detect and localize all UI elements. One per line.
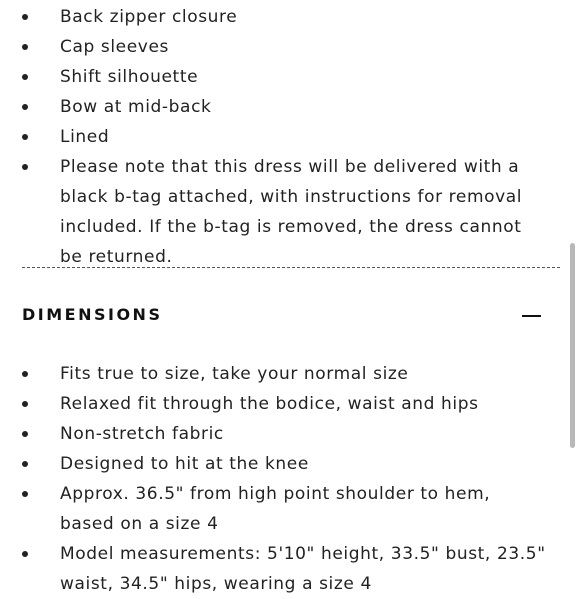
list-item bbox=[0, 152, 560, 272]
list-item bbox=[0, 539, 560, 599]
bullet-icon bbox=[22, 74, 28, 80]
list-item bbox=[0, 449, 560, 479]
list-item bbox=[0, 2, 560, 32]
list-item bbox=[0, 92, 560, 122]
list-item bbox=[0, 359, 560, 389]
list-item-text: Shift silhouette bbox=[60, 67, 199, 87]
details-list bbox=[0, 2, 560, 272]
list-item-text: Bow at mid-back bbox=[60, 97, 212, 117]
list-item-text: Designed to hit at the knee bbox=[60, 454, 309, 474]
list-item-text: Approx. 36.5" from high point shoulder to hem, based on a size 4 bbox=[60, 484, 491, 534]
list-item bbox=[0, 389, 560, 419]
bullet-icon bbox=[22, 14, 28, 20]
list-item-text: Cap sleeves bbox=[60, 37, 169, 57]
list-item bbox=[0, 62, 560, 92]
bullet-icon bbox=[22, 134, 28, 140]
bullet-icon bbox=[22, 44, 28, 50]
section-divider bbox=[22, 267, 560, 268]
list-item-text: Non-stretch fabric bbox=[60, 424, 224, 444]
bullet-icon bbox=[22, 164, 28, 170]
dimensions-accordion-header[interactable] bbox=[22, 300, 542, 330]
bullet-icon bbox=[22, 491, 28, 497]
bullet-icon bbox=[22, 551, 28, 557]
list-item bbox=[0, 479, 560, 539]
scrollbar-thumb[interactable] bbox=[570, 243, 575, 448]
list-item-text: Relaxed fit through the bodice, waist and hips bbox=[60, 394, 479, 414]
list-item-text: Please note that this dress will be delivered with a black b-tag attached, with instructions for removal included. If the b-tag is removed, the dress cannot be returned. bbox=[60, 157, 523, 267]
bullet-icon bbox=[22, 104, 28, 110]
bullet-icon bbox=[22, 431, 28, 437]
list-item-text: Back zipper closure bbox=[60, 7, 238, 27]
list-item bbox=[0, 122, 560, 152]
bullet-icon bbox=[22, 461, 28, 467]
list-item bbox=[0, 32, 560, 62]
dimensions-title: DIMENSIONS bbox=[22, 305, 163, 324]
bullet-icon bbox=[22, 371, 28, 377]
bullet-icon bbox=[22, 401, 28, 407]
list-item bbox=[0, 419, 560, 449]
list-item-text: Lined bbox=[60, 127, 110, 147]
minus-icon[interactable] bbox=[522, 315, 541, 317]
list-item-text: Model measurements: 5'10" height, 33.5" bust, 23.5" waist, 34.5" hips, wearing a size 4 bbox=[60, 544, 546, 594]
dimensions-list bbox=[0, 359, 560, 599]
list-item-text: Fits true to size, take your normal size bbox=[60, 364, 409, 384]
